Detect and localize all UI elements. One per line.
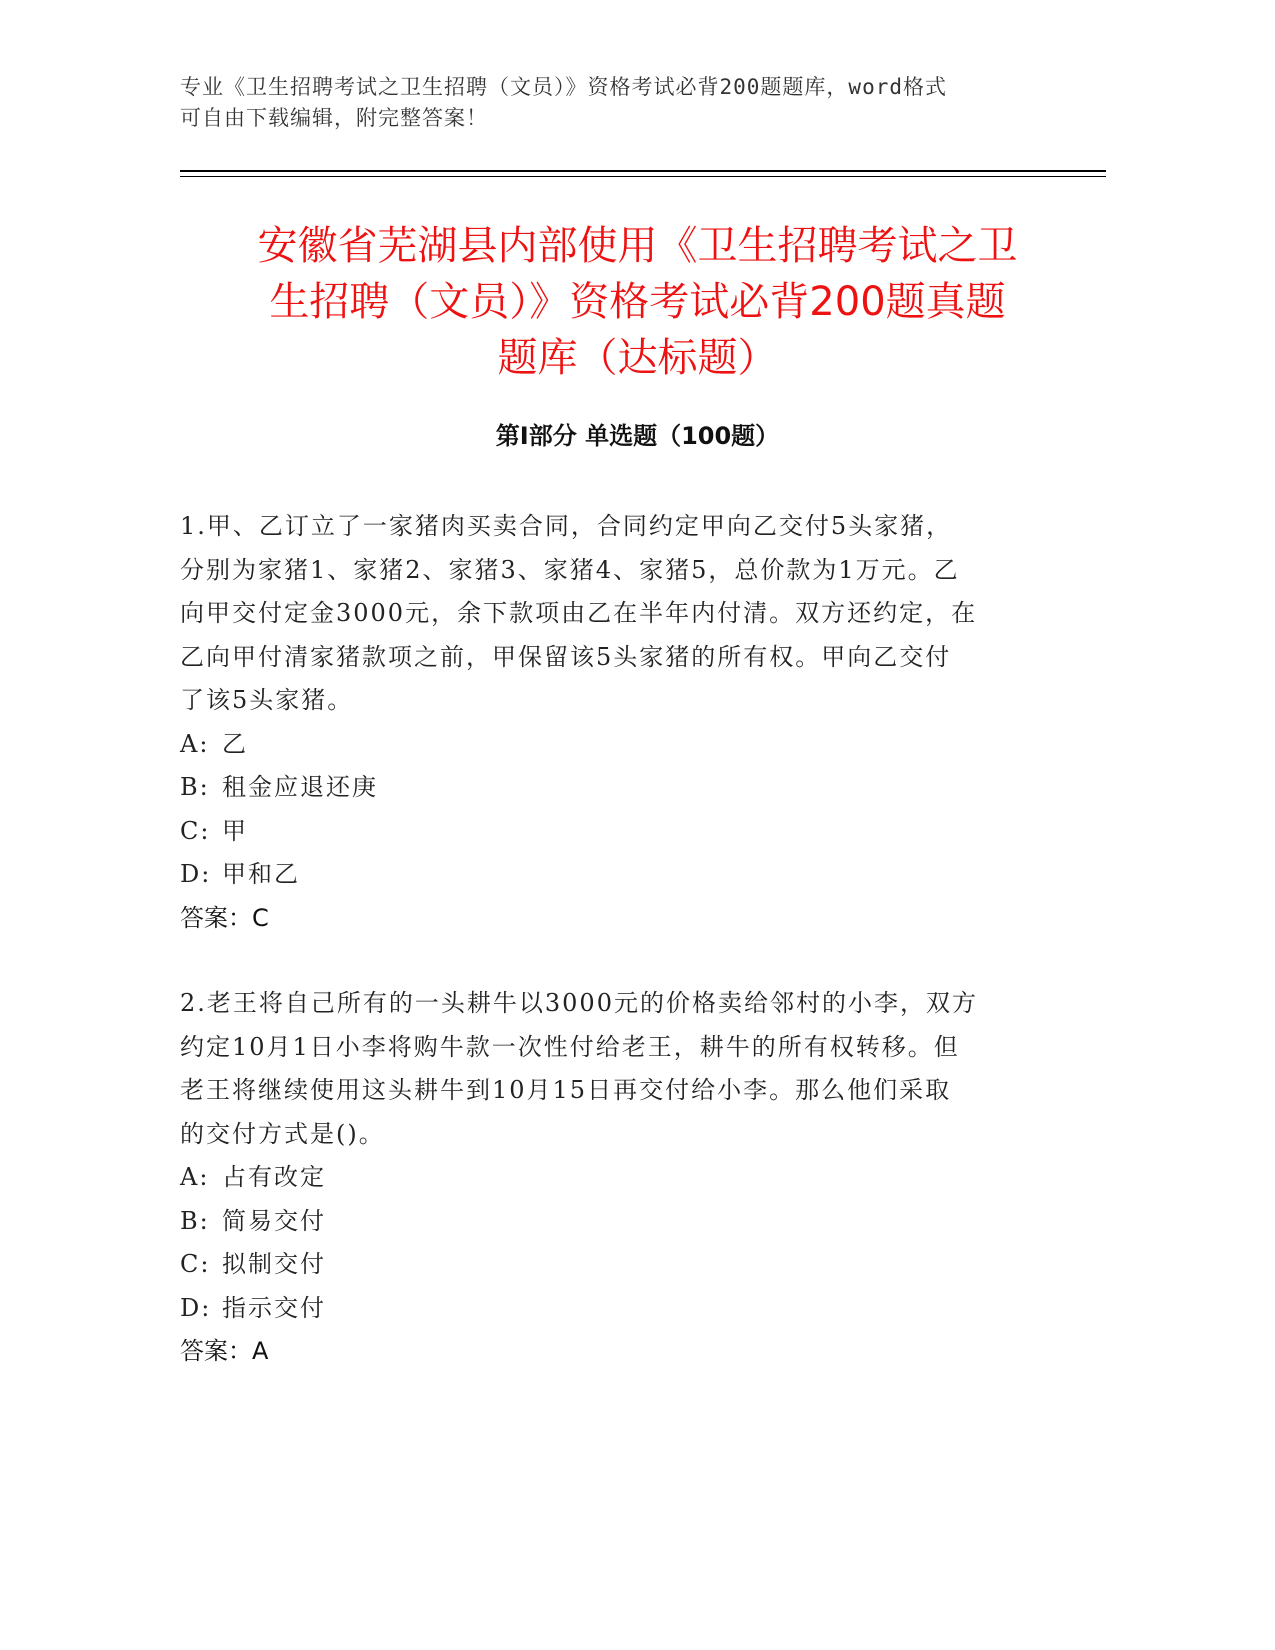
question-2	[180, 982, 1040, 1374]
option-text: 乙	[222, 729, 248, 758]
question-stem	[180, 982, 1040, 1156]
stem-line: 1.甲、乙订立了一家猪肉买卖合同，合同约定甲向乙交付5头家猪，	[180, 512, 953, 540]
option-key: B:	[180, 773, 210, 801]
stem-line: 的交付方式是()。	[180, 1119, 385, 1148]
option-text: 甲	[222, 816, 248, 845]
stem-line: 约定10月1日小李将购牛款一次性付给老王，耕牛的所有权转移。但	[180, 1032, 960, 1061]
option-key: A:	[180, 729, 210, 758]
option-key: C:	[180, 816, 211, 845]
option-key: D:	[180, 860, 212, 888]
option-key: D:	[180, 1293, 212, 1322]
title-line: 安徽省芜湖县内部使用《卫生招聘考试之卫	[257, 223, 1018, 269]
document-title	[160, 218, 1115, 386]
answer-line: 答案：C	[180, 903, 269, 932]
option-a	[180, 723, 1040, 767]
option-d	[180, 1287, 1040, 1331]
stem-line: 乙向甲付清家猪款项之前，甲保留该5头家猪的所有权。甲向乙交付	[180, 642, 952, 671]
stem-line: 了该5头家猪。	[180, 686, 354, 714]
answer-line: 答案：A	[180, 1337, 269, 1365]
question-1	[180, 505, 1040, 940]
option-key: A:	[180, 1163, 210, 1191]
option-text: 拟制交付	[222, 1250, 326, 1278]
option-b	[180, 1200, 1040, 1244]
stem-line: 分别为家猪1、家猪2、家猪3、家猪4、家猪5，总价款为1万元。乙	[180, 555, 960, 584]
question-stem	[180, 505, 1040, 723]
header-note-line: 可自由下载编辑，附完整答案！	[180, 106, 488, 130]
option-c	[180, 810, 1040, 854]
header-rule-thin	[180, 176, 1106, 177]
option-key: C:	[180, 1250, 211, 1278]
section-title: 第Ⅰ部分 单选题（100题）	[495, 422, 780, 450]
option-a	[180, 1156, 1040, 1200]
stem-line: 2.老王将自己所有的一头耕牛以3000元的价格卖给邻村的小李，双方	[180, 989, 978, 1017]
option-b	[180, 766, 1040, 810]
option-key: B:	[180, 1206, 210, 1235]
option-c	[180, 1243, 1040, 1287]
header-note-line: 专业《卫生招聘考试之卫生招聘（文员）》资格考试必背200题题库，word格式	[180, 75, 947, 99]
title-line: 生招聘（文员）》资格考试必背200题真题	[269, 279, 1006, 325]
option-text: 简易交付	[222, 1206, 326, 1235]
option-text: 指示交付	[222, 1293, 326, 1322]
option-d	[180, 853, 1040, 897]
header-note	[180, 72, 1080, 134]
header-rule	[180, 170, 1106, 172]
stem-line: 老王将继续使用这头耕牛到10月15日再交付给小李。那么他们采取	[180, 1076, 952, 1104]
option-text: 甲和乙	[222, 860, 300, 888]
option-text: 租金应退还庚	[222, 773, 378, 801]
option-text: 占有改定	[222, 1163, 326, 1191]
title-line: 题库（达标题）	[497, 335, 778, 381]
stem-line: 向甲交付定金3000元，余下款项由乙在半年内付清。双方还约定，在	[180, 599, 978, 627]
